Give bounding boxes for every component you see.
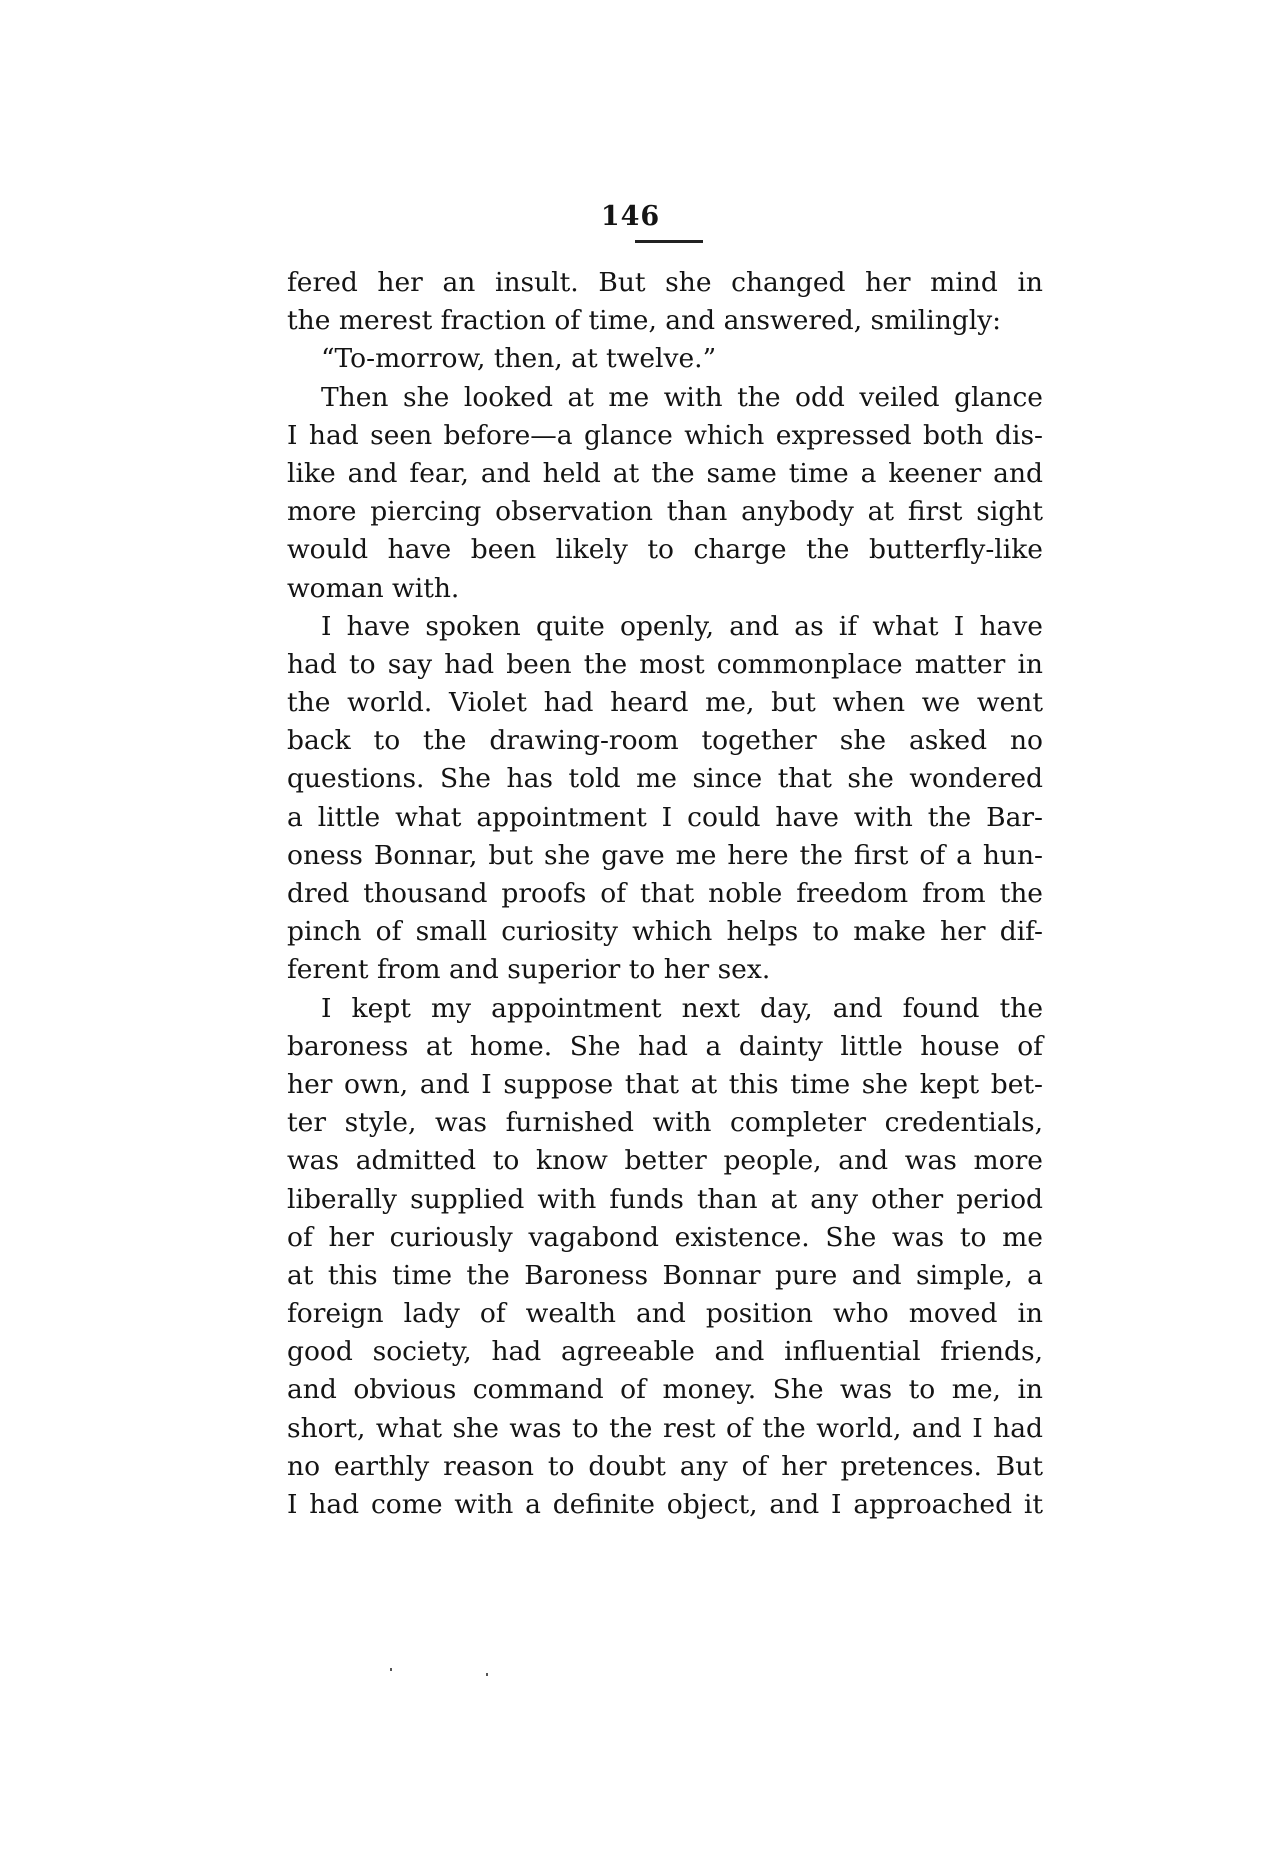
text-line: like and fear, and held at the same time a keener and — [287, 457, 1043, 489]
text-line: good society, had agreeable and influential friends, — [287, 1336, 1043, 1368]
text-line: Then she looked at me with the odd veiled glance — [321, 381, 1043, 413]
body-text — [287, 264, 1043, 1524]
text-line: no earthly reason to doubt any of her pretences. But — [287, 1450, 1043, 1482]
text-line: back to the drawing-room together she asked no — [287, 725, 1043, 757]
text-line: of her curiously vagabond existence. She was to me — [287, 1221, 1043, 1253]
page-number-rule — [635, 240, 703, 243]
text-line: questions. She has told me since that she wondered — [287, 763, 1043, 795]
text-line: oness Bonnar, but she gave me here the first of a hun- — [287, 839, 1043, 871]
text-line: more piercing observation than anybody at first sight — [287, 496, 1043, 528]
text-line: ter style, was furnished with completer credentials, — [287, 1107, 1043, 1139]
text-line: her own, and I suppose that at this time she kept bet- — [287, 1068, 1043, 1100]
page-number: 146 — [600, 201, 661, 232]
text-line: ferent from and superior to her sex. — [287, 954, 771, 986]
text-line: the merest fraction of time, and answered, smilingly: — [287, 305, 1002, 337]
print-speck — [486, 1673, 488, 1676]
text-line: I kept my appointment next day, and found the — [321, 992, 1043, 1024]
text-line: a little what appointment I could have with the Bar- — [287, 801, 1043, 833]
text-line: was admitted to know better people, and was more — [287, 1145, 1043, 1177]
text-line: pinch of small curiosity which helps to make her dif- — [287, 916, 1043, 948]
text-line: short, what she was to the rest of the world, and I had — [287, 1412, 1043, 1444]
print-specks — [390, 1668, 500, 1678]
text-line: would have been likely to charge the butterfly-like — [287, 534, 1043, 566]
text-line: dred thousand proofs of that noble freedom from the — [287, 878, 1043, 909]
text-line: I have spoken quite openly, and as if what I have — [321, 610, 1043, 642]
print-speck — [390, 1668, 392, 1671]
text-line: I had seen before—a glance which expressed both dis- — [287, 419, 1043, 451]
text-line: the world. Violet had heard me, but when we went — [287, 687, 1043, 719]
text-line: I had come with a definite object, and I approached it — [287, 1489, 1043, 1520]
text-line: “To-morrow, then, at twelve.” — [321, 343, 717, 375]
text-line: foreign lady of wealth and position who moved in — [287, 1298, 1043, 1330]
text-line: baroness at home. She had a dainty little house of — [287, 1030, 1043, 1062]
text-line: and obvious command of money. She was to me, in — [287, 1374, 1043, 1406]
text-line: liberally supplied with funds than at any other period — [287, 1183, 1043, 1215]
text-line: woman with. — [287, 572, 460, 604]
text-line: had to say had been the most commonplace matter in — [287, 648, 1043, 680]
text-line: at this time the Baroness Bonnar pure and simple, a — [287, 1259, 1043, 1291]
text-line: fered her an insult. But she changed her mind in — [287, 267, 1043, 298]
